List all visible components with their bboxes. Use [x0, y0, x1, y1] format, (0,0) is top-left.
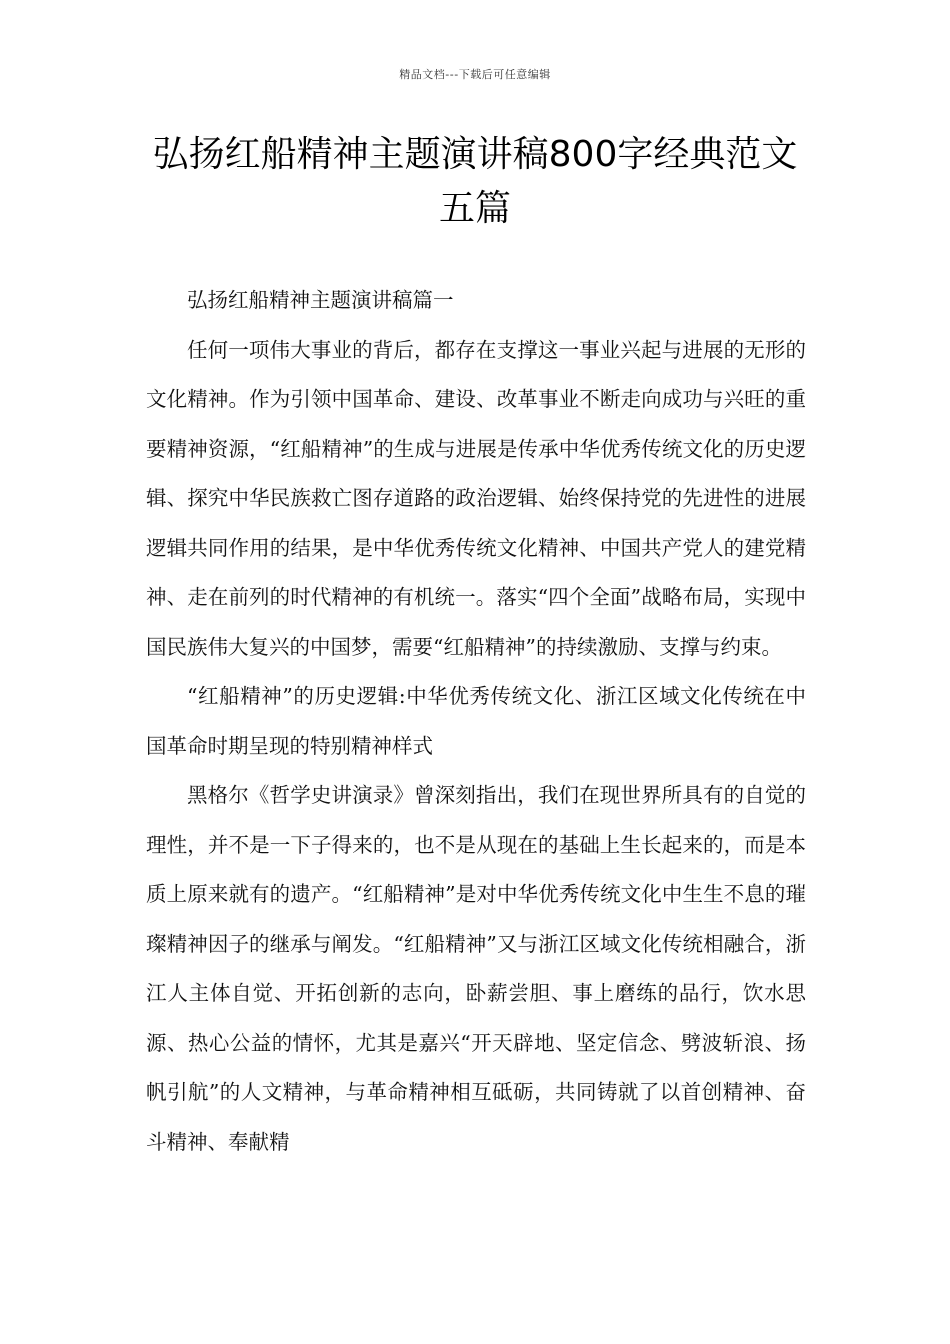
paragraph: 任何一项伟大事业的背后，都存在支撑这一事业兴起与进展的无形的文化精神。作为引领中国革命、建设、改革事业不断走向成功与兴旺的重要精神资源，“红船精神”的生成与进展是传承中华优秀传统文化的历史逻辑、探究中华民族救亡图存道路的政治逻辑、始终保持党的先进性的进展逻辑共同作用的结果，是中华优秀传统文化精神、中国共产党人的建党精神、走在前列的时代精神的有机统一。落实“四个全面”战略布局，实现中国民族伟大复兴的中国梦，需要“红船精神”的持续激励、支撑与约束。 [146, 337, 806, 659]
header-note: 精品文档---下载后可任意编辑 [399, 68, 551, 81]
document-body [146, 276, 806, 1167]
paragraph: 黑格尔《哲学史讲演录》曾深刻指出，我们在现世界所具有的自觉的理性，并不是一下子得来的，也不是从现在的基础上生长起来的，而是本质上原来就有的遗产。“红船精神”是对中华优秀传统文化中生生不息的璀璨精神因子的继承与阐发。“红船精神”又与浙江区域文化传统相融合，浙江人主体自觉、开拓创新的志向，卧薪尝胆、事上磨练的品行，饮水思源、热心公益的情怀，尤其是嘉兴“开天辟地、坚定信念、劈波斩浪、扬帆引航”的人文精神，与革命精神相互砥砺，共同铸就了以首创精神、奋斗精神、奉献精 [146, 783, 806, 1154]
document-title: 弘扬红船精神主题演讲稿800字经典范文五篇 [152, 134, 798, 229]
paragraph: “红船精神”的历史逻辑:中华优秀传统文化、浙江区域文化传统在中国革命时期呈现的特别精神样式 [146, 684, 806, 758]
section-heading: 弘扬红船精神主题演讲稿篇一 [187, 288, 454, 312]
